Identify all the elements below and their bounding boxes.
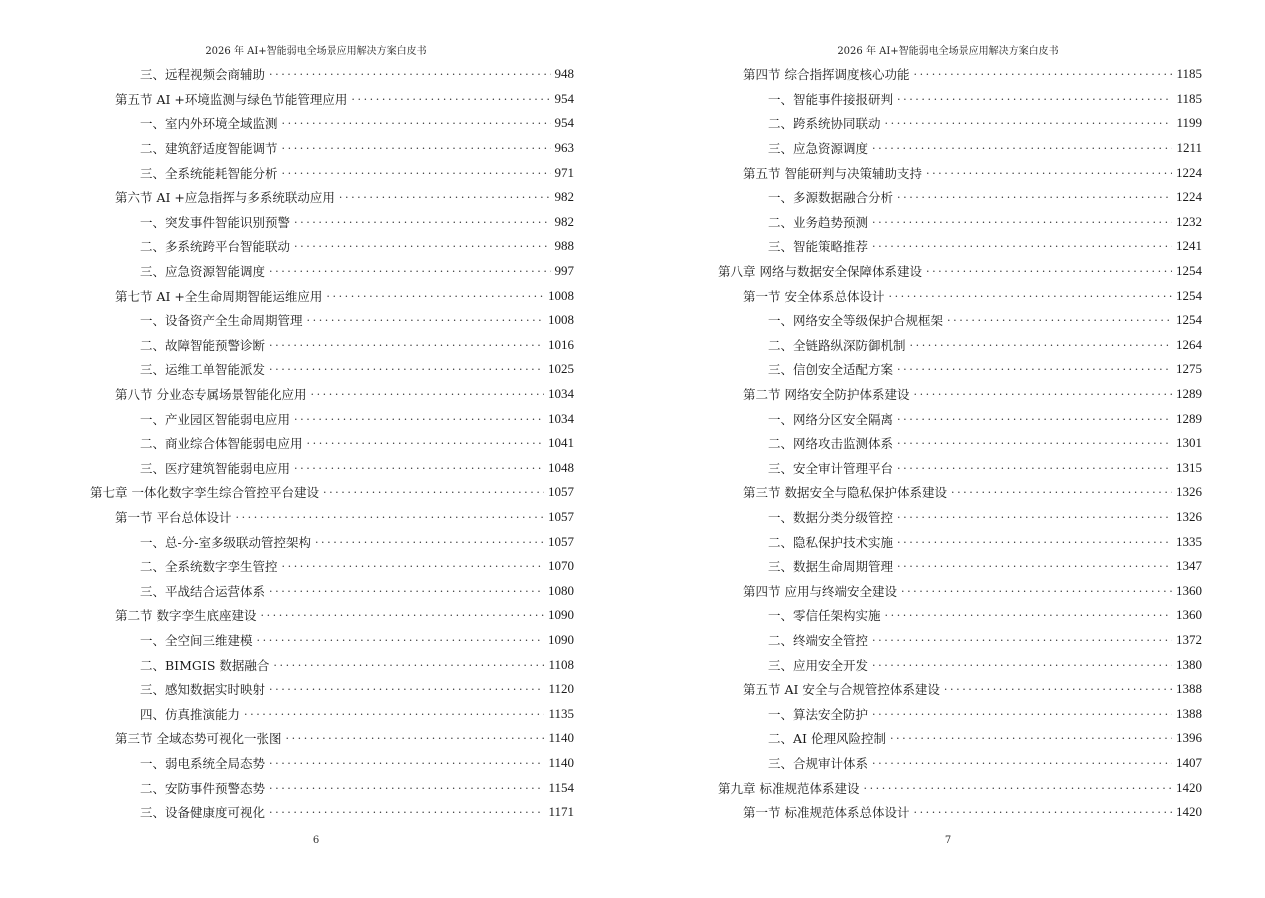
toc-entry-page: 1048	[548, 459, 574, 475]
toc-entry-section[interactable]	[90, 185, 574, 210]
toc-entry-page: 1057	[548, 533, 574, 549]
toc-entry-page: 1335	[1176, 533, 1202, 549]
toc-entry-section[interactable]	[90, 283, 574, 308]
toc-entry-title: 第五节 AI +环境监测与绿色节能管理应用	[115, 91, 348, 107]
toc-entry-title: 二、网络攻击监测体系	[768, 436, 894, 452]
dot-leader	[257, 632, 544, 648]
dot-leader	[897, 435, 1172, 451]
dot-leader	[897, 411, 1172, 427]
toc-entry-page: 982	[554, 213, 574, 229]
toc-entry-title: 一、数据分类分级管控	[768, 509, 894, 525]
toc-entry-page: 1041	[548, 435, 574, 451]
toc-entry-title: 一、全空间三维建模	[140, 632, 253, 648]
toc-list	[90, 62, 574, 824]
toc-entry-page: 988	[554, 238, 574, 254]
dot-leader	[897, 361, 1172, 377]
dot-leader	[863, 780, 1172, 796]
toc-entry-title: 三、全系统能耗智能分析	[140, 165, 278, 181]
dot-leader	[285, 730, 544, 746]
toc-entry-page: 1120	[548, 681, 574, 697]
toc-entry-title: 三、智能策略推荐	[768, 239, 869, 255]
toc-entry-sub[interactable]	[90, 800, 574, 825]
toc-entry-title: 第三节 全域态势可视化一张图	[115, 731, 282, 747]
toc-entry-page: 1388	[1176, 705, 1202, 721]
dot-leader	[307, 435, 544, 451]
toc-entry-sub[interactable]	[90, 406, 574, 431]
toc-entry-page: 963	[554, 140, 574, 156]
toc-entry-title: 二、跨系统协同联动	[768, 116, 881, 132]
dot-leader	[872, 238, 1172, 254]
toc-entry-sub[interactable]	[90, 578, 574, 603]
toc-entry-section[interactable]	[90, 382, 574, 407]
toc-entry-page: 1360	[1176, 582, 1202, 598]
toc-entry-page: 1057	[548, 508, 574, 524]
toc-entry-page: 954	[554, 90, 574, 106]
dot-leader	[294, 238, 550, 254]
toc-list	[718, 62, 1202, 824]
toc-entry-title: 第八节 分业态专属场景智能化应用	[115, 387, 307, 403]
toc-entry-section[interactable]	[90, 505, 574, 530]
toc-entry-page: 1034	[548, 386, 574, 402]
toc-entry-title: 二、AI 伦理风险控制	[768, 731, 886, 747]
toc-entry-page: 1185	[1176, 66, 1202, 82]
toc-entry-title: 一、网络分区安全隔离	[768, 411, 894, 427]
toc-entry-title: 三、信创安全适配方案	[768, 362, 894, 378]
toc-entry-section[interactable]	[718, 160, 1202, 185]
toc-entry-page: 1326	[1176, 484, 1202, 500]
toc-entry-title: 第七节 AI +全生命周期智能运维应用	[115, 288, 323, 304]
toc-entry-sub[interactable]	[718, 603, 1202, 628]
dot-leader	[897, 460, 1172, 476]
toc-entry-section[interactable]	[718, 283, 1202, 308]
toc-entry-title: 二、隐私保护技术实施	[768, 534, 894, 550]
toc-entry-title: 第七章 一体化数字孪生综合管控平台建设	[90, 485, 319, 501]
toc-entry-page: 1025	[548, 361, 574, 377]
toc-entry-title: 二、全系统数字孪生管控	[140, 559, 278, 575]
dot-leader	[294, 460, 544, 476]
toc-entry-title: 三、医疗建筑智能弱电应用	[140, 460, 291, 476]
toc-entry-page: 1090	[548, 631, 574, 647]
dot-leader	[890, 730, 1172, 746]
dot-leader	[269, 66, 550, 82]
toc-entry-page: 997	[554, 263, 574, 279]
toc-entry-title: 三、应急资源调度	[768, 141, 869, 157]
toc-entry-page: 1090	[548, 607, 574, 623]
dot-leader	[269, 804, 544, 820]
toc-entry-title: 三、应急资源智能调度	[140, 264, 266, 280]
toc-entry-sub[interactable]	[718, 357, 1202, 382]
toc-entry-sub[interactable]	[718, 529, 1202, 554]
toc-entry-title: 三、感知数据实时映射	[140, 682, 266, 698]
dot-leader	[872, 140, 1172, 156]
toc-entry-title: 三、合规审计体系	[768, 755, 869, 771]
toc-entry-title: 一、突发事件智能识别预警	[140, 214, 291, 230]
toc-entry-sub[interactable]	[718, 210, 1202, 235]
toc-entry-sub[interactable]	[90, 701, 574, 726]
toc-entry-title: 三、远程视频会商辅助	[140, 67, 266, 83]
toc-entry-title: 三、应用安全开发	[768, 657, 869, 673]
toc-entry-title: 二、终端安全管控	[768, 632, 869, 648]
toc-entry-page: 1008	[548, 312, 574, 328]
toc-entry-sub[interactable]	[718, 185, 1202, 210]
dot-leader	[885, 607, 1172, 623]
toc-entry-section[interactable]	[90, 603, 574, 628]
toc-entry-page: 1135	[548, 705, 574, 721]
toc-entry-sub[interactable]	[718, 308, 1202, 333]
toc-entry-title: 一、多源数据融合分析	[768, 190, 894, 206]
toc-entry-sub[interactable]	[90, 210, 574, 235]
toc-entry-sub[interactable]	[718, 111, 1202, 136]
toc-entry-title: 第三节 数据安全与隐私保护体系建设	[743, 485, 947, 501]
toc-entry-page: 1140	[548, 754, 574, 770]
dot-leader	[326, 288, 544, 304]
toc-entry-page: 1070	[548, 558, 574, 574]
dot-leader	[897, 189, 1172, 205]
toc-entry-title: 二、建筑舒适度智能调节	[140, 141, 278, 157]
toc-entry-sub[interactable]	[90, 333, 574, 358]
toc-entry-page: 1057	[548, 484, 574, 500]
toc-entry-title: 第一节 平台总体设计	[115, 509, 232, 525]
toc-entry-sub[interactable]	[718, 701, 1202, 726]
dot-leader	[913, 804, 1172, 820]
dot-leader	[269, 337, 544, 353]
toc-entry-sub[interactable]	[718, 333, 1202, 358]
dot-leader	[901, 583, 1172, 599]
toc-entry-title: 三、安全审计管理平台	[768, 460, 894, 476]
dot-leader	[294, 411, 544, 427]
dot-leader	[872, 706, 1172, 722]
toc-entry-sub[interactable]	[90, 308, 574, 333]
dot-leader	[926, 165, 1172, 181]
toc-entry-section[interactable]	[718, 382, 1202, 407]
toc-entry-section[interactable]	[90, 726, 574, 751]
right-page	[632, 0, 1264, 898]
toc-entry-page: 1420	[1176, 804, 1202, 820]
page-number: 6	[312, 835, 320, 846]
toc-entry-page: 948	[554, 66, 574, 82]
toc-entry-page: 1264	[1176, 336, 1202, 352]
toc-entry-title: 三、平战结合运营体系	[140, 583, 266, 599]
toc-entry-page: 1301	[1176, 435, 1202, 451]
toc-entry-sub[interactable]	[718, 652, 1202, 677]
dot-leader	[323, 484, 544, 500]
toc-entry-sub[interactable]	[90, 677, 574, 702]
toc-entry-sub[interactable]	[90, 111, 574, 136]
dot-leader	[244, 706, 544, 722]
toc-entry-title: 二、BIMGIS 数据融合	[140, 657, 270, 673]
toc-entry-page: 1241	[1176, 238, 1202, 254]
toc-entry-title: 一、网络安全等级保护合规框架	[768, 313, 944, 329]
toc-entry-page: 1388	[1176, 681, 1202, 697]
toc-entry-page: 1326	[1176, 508, 1202, 524]
toc-entry-page: 1199	[1176, 115, 1202, 131]
toc-entry-title: 三、运维工单智能派发	[140, 362, 266, 378]
toc-entry-title: 一、算法安全防护	[768, 706, 869, 722]
toc-entry-page: 1360	[1176, 607, 1202, 623]
dot-leader	[913, 386, 1172, 402]
toc-entry-chapter[interactable]	[90, 480, 574, 505]
toc-entry-sub[interactable]	[90, 554, 574, 579]
toc-entry-title: 二、业务趋势预测	[768, 214, 869, 230]
dot-leader	[872, 755, 1172, 771]
toc-entry-section[interactable]	[718, 677, 1202, 702]
toc-entry-sub[interactable]	[718, 751, 1202, 776]
dot-leader	[910, 337, 1172, 353]
dot-leader	[282, 115, 551, 131]
toc-entry-section[interactable]	[718, 800, 1202, 825]
toc-entry-sub[interactable]	[718, 87, 1202, 112]
toc-entry-sub[interactable]	[718, 726, 1202, 751]
dot-leader	[339, 189, 551, 205]
toc-entry-sub[interactable]	[90, 259, 574, 284]
toc-entry-page: 1254	[1176, 312, 1202, 328]
toc-entry-sub[interactable]	[718, 505, 1202, 530]
page-header: 2026 年 AI+智能弱电全场景应用解决方案白皮书	[205, 46, 427, 57]
toc-entry-page: 1254	[1176, 263, 1202, 279]
toc-entry-page: 1254	[1176, 287, 1202, 303]
toc-entry-title: 第一节 安全体系总体设计	[743, 288, 885, 304]
toc-entry-title: 四、仿真推演能力	[140, 706, 241, 722]
dot-leader	[951, 484, 1172, 500]
toc-entry-title: 第八章 网络与数据安全保障体系建设	[718, 264, 922, 280]
dot-leader	[351, 91, 550, 107]
dot-leader	[269, 780, 544, 796]
toc-entry-page: 1080	[548, 582, 574, 598]
dot-leader	[282, 558, 544, 574]
dot-leader	[315, 534, 544, 550]
toc-entry-sub[interactable]	[90, 775, 574, 800]
toc-entry-page: 1396	[1176, 730, 1202, 746]
dot-leader	[269, 263, 550, 279]
dot-leader	[235, 509, 544, 525]
toc-entry-sub[interactable]	[718, 431, 1202, 456]
toc-entry-title: 第六节 AI +应急指挥与多系统联动应用	[115, 190, 335, 206]
toc-entry-section[interactable]	[90, 87, 574, 112]
toc-entry-section[interactable]	[718, 578, 1202, 603]
toc-entry-title: 第五节 AI 安全与合规管控体系建设	[743, 682, 940, 698]
toc-entry-page: 1372	[1176, 631, 1202, 647]
toc-entry-chapter[interactable]	[718, 259, 1202, 284]
toc-entry-title: 二、故障智能预警诊断	[140, 337, 266, 353]
dot-leader	[947, 312, 1172, 328]
page-header: 2026 年 AI+智能弱电全场景应用解决方案白皮书	[837, 46, 1059, 57]
dot-leader	[872, 632, 1172, 648]
toc-entry-sub[interactable]	[90, 628, 574, 653]
toc-entry-page: 1275	[1176, 361, 1202, 377]
dot-leader	[885, 115, 1173, 131]
toc-entry-title: 第四节 应用与终端安全建设	[743, 583, 897, 599]
dot-leader	[282, 140, 551, 156]
toc-entry-page: 954	[554, 115, 574, 131]
toc-entry-title: 二、全链路纵深防御机制	[768, 337, 906, 353]
toc-entry-page: 1315	[1176, 459, 1202, 475]
toc-entry-page: 1289	[1176, 410, 1202, 426]
toc-entry-sub[interactable]	[718, 554, 1202, 579]
toc-entry-sub[interactable]	[90, 234, 574, 259]
toc-entry-title: 第一节 标准规范体系总体设计	[743, 805, 910, 821]
toc-entry-sub[interactable]	[90, 751, 574, 776]
dot-leader	[913, 66, 1172, 82]
toc-entry-sub[interactable]	[90, 652, 574, 677]
toc-entry-title: 二、多系统跨平台智能联动	[140, 239, 291, 255]
toc-entry-title: 第四节 综合指挥调度核心功能	[743, 67, 910, 83]
dot-leader	[260, 607, 544, 623]
toc-entry-page: 1108	[548, 656, 574, 672]
toc-entry-sub[interactable]	[90, 160, 574, 185]
page-number: 7	[944, 835, 952, 846]
toc-entry-chapter[interactable]	[718, 775, 1202, 800]
dot-leader	[269, 755, 544, 771]
toc-entry-section[interactable]	[718, 480, 1202, 505]
dot-leader	[926, 263, 1172, 279]
dot-leader	[294, 214, 550, 230]
toc-entry-title: 第九章 标准规范体系建设	[718, 780, 860, 796]
dot-leader	[872, 657, 1172, 673]
toc-entry-title: 一、总-分-室多级联动管控架构	[140, 534, 311, 550]
toc-entry-page: 982	[554, 189, 574, 205]
dot-leader	[307, 312, 544, 328]
toc-entry-page: 1140	[548, 730, 574, 746]
toc-entry-title: 一、产业园区智能弱电应用	[140, 411, 291, 427]
toc-entry-sub[interactable]	[90, 62, 574, 87]
dot-leader	[897, 509, 1172, 525]
dot-leader	[897, 91, 1172, 107]
toc-entry-page: 1224	[1176, 164, 1202, 180]
toc-entry-sub[interactable]	[90, 136, 574, 161]
dot-leader	[269, 361, 544, 377]
toc-entry-page: 1154	[548, 779, 574, 795]
toc-entry-sub[interactable]	[90, 529, 574, 554]
toc-entry-sub[interactable]	[718, 136, 1202, 161]
toc-entry-sub[interactable]	[718, 628, 1202, 653]
toc-entry-title: 第二节 数字孪生底座建设	[115, 608, 257, 624]
dot-leader	[897, 534, 1172, 550]
toc-entry-page: 971	[554, 164, 574, 180]
dot-leader	[897, 558, 1172, 574]
toc-entry-page: 1008	[548, 287, 574, 303]
dot-leader	[944, 681, 1172, 697]
toc-entry-page: 1289	[1176, 386, 1202, 402]
toc-entry-page: 1407	[1176, 754, 1202, 770]
toc-entry-title: 一、智能事件接报研判	[768, 91, 894, 107]
toc-entry-title: 第五节 智能研判与决策辅助支持	[743, 165, 922, 181]
toc-entry-page: 1034	[548, 410, 574, 426]
toc-entry-sub[interactable]	[718, 234, 1202, 259]
toc-entry-page: 1224	[1176, 189, 1202, 205]
toc-entry-page: 1211	[1176, 140, 1202, 156]
toc-entry-title: 一、室内外环境全域监测	[140, 116, 278, 132]
toc-entry-title: 三、设备健康度可视化	[140, 805, 266, 821]
toc-entry-title: 一、设备资产全生命周期管理	[140, 313, 303, 329]
dot-leader	[273, 657, 544, 673]
toc-entry-page: 1420	[1176, 779, 1202, 795]
toc-entry-sub[interactable]	[90, 357, 574, 382]
toc-entry-page: 1016	[548, 336, 574, 352]
toc-entry-title: 第二节 网络安全防护体系建设	[743, 387, 910, 403]
toc-entry-title: 一、弱电系统全局态势	[140, 755, 266, 771]
toc-entry-sub[interactable]	[718, 406, 1202, 431]
toc-entry-title: 二、商业综合体智能弱电应用	[140, 436, 303, 452]
toc-entry-title: 二、安防事件预警态势	[140, 780, 266, 796]
toc-entry-title: 三、数据生命周期管理	[768, 559, 894, 575]
dot-leader	[269, 681, 544, 697]
toc-entry-sub[interactable]	[90, 431, 574, 456]
dot-leader	[269, 583, 544, 599]
toc-entry-sub[interactable]	[718, 456, 1202, 481]
left-page	[0, 0, 632, 898]
toc-entry-page: 1185	[1176, 90, 1202, 106]
toc-entry-sub[interactable]	[90, 456, 574, 481]
toc-entry-page: 1171	[548, 804, 574, 820]
dot-leader	[888, 288, 1172, 304]
toc-entry-page: 1347	[1176, 558, 1202, 574]
dot-leader	[310, 386, 544, 402]
toc-entry-section[interactable]	[718, 62, 1202, 87]
toc-entry-page: 1232	[1176, 213, 1202, 229]
dot-leader	[282, 165, 551, 181]
toc-entry-title: 一、零信任架构实施	[768, 608, 881, 624]
toc-entry-page: 1380	[1176, 656, 1202, 672]
dot-leader	[872, 214, 1172, 230]
